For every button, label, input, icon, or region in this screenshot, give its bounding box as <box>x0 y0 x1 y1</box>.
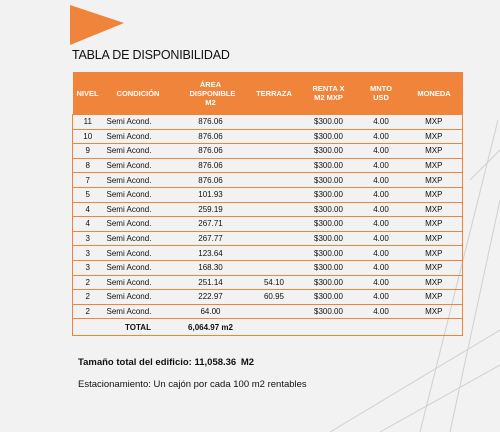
building-total-label: Tamaño total del edificio: 11,058.36 <box>78 357 237 368</box>
total-empty-cell <box>406 319 463 336</box>
cell-renta: $300.00 <box>301 260 357 275</box>
cell-nivel: 2 <box>73 290 103 305</box>
cell-condicion: Semi Acond. <box>103 144 174 159</box>
cell-area: 876.06 <box>174 129 248 144</box>
cell-mnto: 4.00 <box>357 202 406 217</box>
cell-moneda: MXP <box>406 304 463 319</box>
total-empty-cell <box>301 319 357 336</box>
cell-moneda: MXP <box>406 129 463 144</box>
header-area-label: ÁREA DISPONIBLE M2 <box>189 79 236 107</box>
cell-condicion: Semi Acond. <box>103 246 174 261</box>
cell-nivel: 2 <box>73 304 103 319</box>
cell-terraza <box>248 115 301 130</box>
cell-mnto: 4.00 <box>357 260 406 275</box>
cell-area: 64.00 <box>174 304 248 319</box>
cell-nivel: 2 <box>73 275 103 290</box>
cell-area: 123.64 <box>174 246 248 261</box>
cell-condicion: Semi Acond. <box>103 129 174 144</box>
table-row <box>73 187 463 202</box>
total-empty-cell <box>357 319 406 336</box>
cell-moneda: MXP <box>406 260 463 275</box>
cell-mnto: 4.00 <box>357 187 406 202</box>
cell-moneda: MXP <box>406 115 463 130</box>
cell-moneda: MXP <box>406 275 463 290</box>
header-renta-label: RENTA X M2 MXP <box>312 84 345 102</box>
cell-condicion: Semi Acond. <box>103 173 174 188</box>
cell-renta: $300.00 <box>301 290 357 305</box>
cell-nivel: 7 <box>73 173 103 188</box>
table-row <box>73 115 463 130</box>
cell-condicion: Semi Acond. <box>103 158 174 173</box>
cell-mnto: 4.00 <box>357 129 406 144</box>
cell-renta: $300.00 <box>301 187 357 202</box>
header-mnto <box>357 72 406 115</box>
cell-renta: $300.00 <box>301 115 357 130</box>
cell-renta: $300.00 <box>301 217 357 232</box>
header-condicion: CONDICIÓN <box>103 72 174 115</box>
cell-renta: $300.00 <box>301 173 357 188</box>
cell-mnto: 4.00 <box>357 217 406 232</box>
cell-condicion: Semi Acond. <box>103 260 174 275</box>
cell-terraza <box>248 231 301 246</box>
cell-area: 876.06 <box>174 115 248 130</box>
cell-mnto: 4.00 <box>357 144 406 159</box>
header-area <box>174 72 248 115</box>
cell-terraza: 60.95 <box>248 290 301 305</box>
cell-area: 259.19 <box>174 202 248 217</box>
table-row <box>73 144 463 159</box>
cell-terraza <box>248 246 301 261</box>
cell-condicion: Semi Acond. <box>103 304 174 319</box>
cell-mnto: 4.00 <box>357 158 406 173</box>
table-row <box>73 129 463 144</box>
table-row <box>73 173 463 188</box>
cell-terraza <box>248 217 301 232</box>
cell-nivel: 3 <box>73 231 103 246</box>
cell-terraza <box>248 129 301 144</box>
orange-triangle-logo-icon <box>70 5 126 47</box>
cell-renta: $300.00 <box>301 231 357 246</box>
cell-nivel: 3 <box>73 246 103 261</box>
cell-mnto: 4.00 <box>357 290 406 305</box>
header-nivel: NIVEL <box>73 72 103 115</box>
table-row <box>73 290 463 305</box>
cell-moneda: MXP <box>406 217 463 232</box>
cell-nivel: 3 <box>73 260 103 275</box>
building-total <box>78 357 254 368</box>
cell-condicion: Semi Acond. <box>103 217 174 232</box>
cell-area: 876.06 <box>174 144 248 159</box>
cell-nivel: 4 <box>73 202 103 217</box>
cell-renta: $300.00 <box>301 275 357 290</box>
table-header-row <box>73 72 463 115</box>
cell-area: 876.06 <box>174 158 248 173</box>
table-row <box>73 304 463 319</box>
cell-area: 267.77 <box>174 231 248 246</box>
cell-renta: $300.00 <box>301 304 357 319</box>
cell-nivel: 4 <box>73 217 103 232</box>
cell-condicion: Semi Acond. <box>103 290 174 305</box>
cell-area: 876.06 <box>174 173 248 188</box>
cell-condicion: Semi Acond. <box>103 231 174 246</box>
cell-renta: $300.00 <box>301 246 357 261</box>
cell-terraza <box>248 260 301 275</box>
total-row <box>73 319 463 336</box>
cell-condicion: Semi Acond. <box>103 202 174 217</box>
cell-mnto: 4.00 <box>357 304 406 319</box>
cell-mnto: 4.00 <box>357 246 406 261</box>
cell-terraza <box>248 173 301 188</box>
table-row <box>73 260 463 275</box>
cell-renta: $300.00 <box>301 144 357 159</box>
cell-renta: $300.00 <box>301 129 357 144</box>
cell-condicion: Semi Acond. <box>103 275 174 290</box>
cell-area: 168.30 <box>174 260 248 275</box>
cell-condicion: Semi Acond. <box>103 187 174 202</box>
header-renta <box>301 72 357 115</box>
page-title: TABLA DE DISPONIBILIDAD <box>72 48 230 62</box>
cell-nivel: 8 <box>73 158 103 173</box>
building-total-unit: M2 <box>240 357 255 368</box>
cell-renta: $300.00 <box>301 202 357 217</box>
cell-mnto: 4.00 <box>357 231 406 246</box>
cell-moneda: MXP <box>406 187 463 202</box>
cell-moneda: MXP <box>406 246 463 261</box>
cell-nivel: 11 <box>73 115 103 130</box>
cell-moneda: MXP <box>406 290 463 305</box>
availability-table <box>72 72 463 336</box>
cell-area: 101.93 <box>174 187 248 202</box>
table-row <box>73 158 463 173</box>
cell-nivel: 9 <box>73 144 103 159</box>
table-row <box>73 246 463 261</box>
cell-mnto: 4.00 <box>357 275 406 290</box>
cell-nivel: 5 <box>73 187 103 202</box>
cell-area: 222.97 <box>174 290 248 305</box>
parking-note: Estacionamiento: Un cajón por cada 100 m2 rentables <box>78 379 307 390</box>
cell-terraza <box>248 187 301 202</box>
table-row <box>73 231 463 246</box>
cell-area: 251.14 <box>174 275 248 290</box>
total-empty-cell <box>73 319 103 336</box>
table-row <box>73 275 463 290</box>
cell-condicion: Semi Acond. <box>103 115 174 130</box>
table-row <box>73 202 463 217</box>
cell-terraza: 54.10 <box>248 275 301 290</box>
cell-nivel: 10 <box>73 129 103 144</box>
cell-terraza <box>248 158 301 173</box>
cell-moneda: MXP <box>406 158 463 173</box>
header-moneda: MONEDA <box>406 72 463 115</box>
cell-moneda: MXP <box>406 144 463 159</box>
cell-terraza <box>248 202 301 217</box>
total-empty-cell <box>248 319 301 336</box>
cell-mnto: 4.00 <box>357 115 406 130</box>
cell-moneda: MXP <box>406 173 463 188</box>
header-mnto-label: MNTO USD <box>370 84 392 102</box>
header-terraza: TERRAZA <box>248 72 301 115</box>
total-value: 6,064.97 m2 <box>174 319 248 336</box>
total-label: TOTAL <box>103 319 174 336</box>
cell-renta: $300.00 <box>301 158 357 173</box>
cell-moneda: MXP <box>406 202 463 217</box>
cell-mnto: 4.00 <box>357 173 406 188</box>
cell-area: 267.71 <box>174 217 248 232</box>
cell-terraza <box>248 144 301 159</box>
table-row <box>73 217 463 232</box>
cell-terraza <box>248 304 301 319</box>
cell-moneda: MXP <box>406 231 463 246</box>
